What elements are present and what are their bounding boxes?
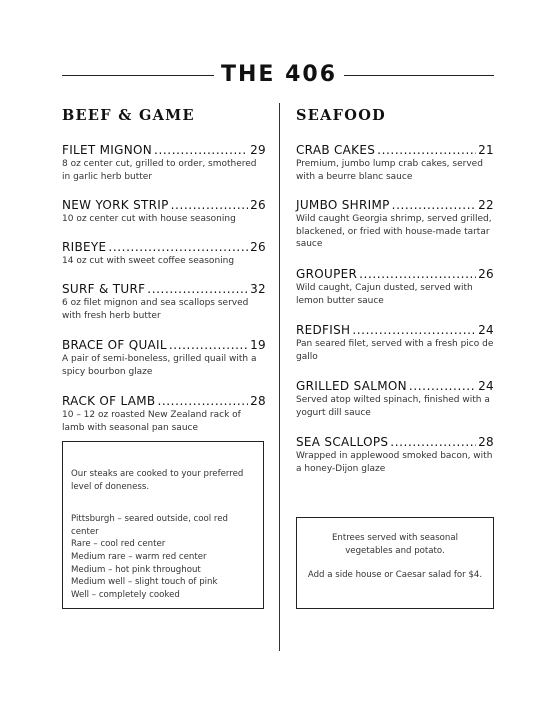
item-description: 6 oz filet mignon and sea scallops served with fresh herb butter (62, 298, 249, 321)
item-description: Pan seared filet, served with a fresh pico de gallo (296, 339, 494, 362)
doneness-level: Medium – hot pink throughout (71, 564, 201, 575)
salad-addon-note: Add a side house or Caesar salad for $4. (307, 570, 483, 581)
menu-item-grilled-salmon (296, 378, 494, 419)
dot-leader (108, 239, 248, 255)
item-description: Wrapped in applewood smoked bacon, with a honey-Dijon glaze (296, 451, 493, 474)
item-name: RIBEYE (62, 240, 107, 254)
menu-item-filet-mignon (62, 142, 266, 183)
item-name: RACK OF LAMB (62, 394, 156, 408)
item-price: 28 (478, 435, 494, 449)
dot-leader (392, 197, 476, 213)
steak-doneness-box (62, 441, 264, 609)
seafood-heading: SEAFOOD (296, 107, 387, 124)
item-description: 8 oz center cut, grilled to order, smothered in garlic herb butter (62, 159, 257, 182)
doneness-level: Well – completely cooked (71, 589, 180, 600)
item-name: JUMBO SHRIMP (296, 198, 390, 212)
item-price: 24 (478, 379, 494, 393)
doneness-level: Pittsburgh – seared outside, cool red center (71, 514, 228, 537)
item-name: FILET MIGNON (62, 143, 153, 157)
dot-leader (157, 393, 248, 409)
item-name: REDFISH (296, 323, 351, 337)
item-description: Served atop wilted spinach, finished with a yogurt dill sauce (296, 395, 490, 418)
entree-sides-note: Entrees served with seasonal vegetables and potato. (331, 533, 459, 556)
menu-item-redfish (296, 322, 494, 363)
item-price: 32 (250, 282, 266, 296)
item-price: 26 (478, 267, 494, 281)
dot-leader (359, 266, 476, 282)
menu-item-ribeye (62, 239, 266, 268)
item-description: Wild caught Georgia shrimp, served grilled, blackened, or fried with house-made tartar sauce (296, 214, 492, 249)
title-rule-right (344, 75, 494, 76)
item-price: 29 (250, 143, 266, 157)
item-price: 26 (250, 198, 266, 212)
item-description: A pair of semi-boneless, grilled quail with a spicy bourbon glaze (62, 354, 257, 377)
dot-leader (352, 322, 476, 338)
item-name: NEW YORK STRIP (62, 198, 169, 212)
item-description: Premium, jumbo lump crab cakes, served with a beurre blanc sauce (296, 159, 483, 182)
dot-leader (169, 337, 248, 353)
item-price: 21 (478, 143, 494, 157)
title-rule-left (62, 75, 214, 76)
item-description: 10 – 12 oz roasted New Zealand rack of lamb with seasonal pan sauce (62, 410, 241, 433)
menu-item-rack-of-lamb (62, 393, 266, 434)
restaurant-name: THE 406 (220, 62, 338, 87)
item-price: 22 (478, 198, 494, 212)
dot-leader (390, 434, 476, 450)
item-price: 28 (250, 394, 266, 408)
item-name: SURF & TURF (62, 282, 146, 296)
dot-leader (147, 281, 248, 297)
menu-item-crab-cakes (296, 142, 494, 183)
menu-item-sea-scallops (296, 434, 494, 475)
dot-leader (154, 142, 248, 158)
dot-leader (377, 142, 476, 158)
item-description: 14 oz cut with sweet coffee seasoning (62, 256, 235, 266)
dot-leader (409, 378, 476, 394)
item-description: Wild caught, Cajun dusted, served with lemon butter sauce (296, 283, 473, 306)
menu-item-brace-of-quail (62, 337, 266, 378)
menu-item-surf-turf (62, 281, 266, 322)
item-name: GRILLED SALMON (296, 379, 407, 393)
doneness-level: Medium well – slight touch of pink (71, 577, 218, 588)
beef-game-heading: BEEF & GAME (62, 107, 195, 124)
menu-item-grouper (296, 266, 494, 307)
seafood-section (296, 107, 494, 474)
item-price: 19 (250, 338, 266, 352)
dot-leader (171, 197, 248, 213)
doneness-level: Rare – cool red center (71, 539, 166, 550)
beef-game-section (62, 107, 266, 433)
menu-item-jumbo-shrimp (296, 197, 494, 251)
column-divider (279, 103, 280, 651)
item-name: CRAB CAKES (296, 143, 376, 157)
item-name: BRACE OF QUAIL (62, 338, 167, 352)
menu-item-new-york-strip (62, 197, 266, 226)
entree-note-box (296, 517, 494, 609)
item-name: GROUPER (296, 267, 358, 281)
item-name: SEA SCALLOPS (296, 435, 389, 449)
doneness-intro: Our steaks are cooked to your preferred level of doneness. (71, 469, 244, 492)
item-description: 10 oz center cut with house seasoning (62, 214, 236, 224)
item-price: 26 (250, 240, 266, 254)
item-price: 24 (478, 323, 494, 337)
doneness-level: Medium rare – warm red center (71, 551, 207, 562)
